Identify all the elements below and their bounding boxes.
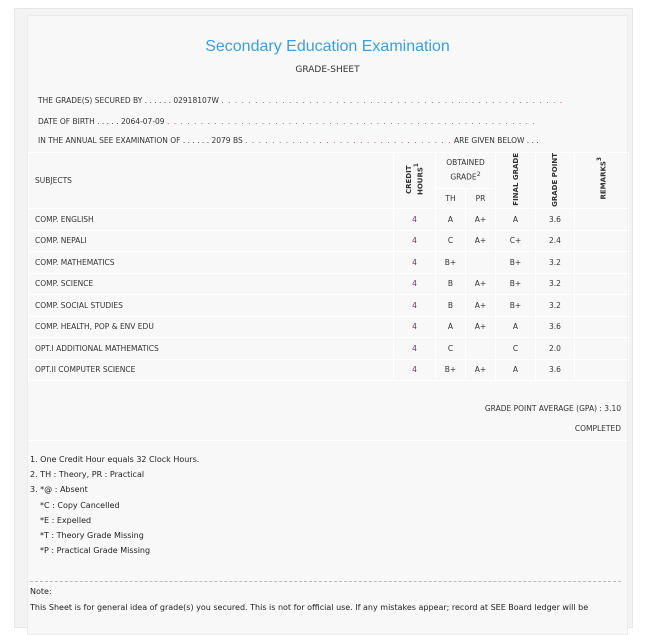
credit-cell: 4 xyxy=(394,230,436,252)
credit-cell: 4 xyxy=(394,273,436,295)
grade-point-cell: 3.6 xyxy=(536,359,575,381)
final-grade-cell: A xyxy=(496,316,536,338)
th-grade-cell: B xyxy=(436,273,466,295)
table-row xyxy=(29,316,629,338)
subject-cell: COMP. SOCIAL STUDIES xyxy=(29,295,394,317)
final-grade-cell: B+ xyxy=(496,295,536,317)
grade-point-cell: 2.0 xyxy=(536,338,575,360)
table-row xyxy=(29,273,629,295)
label: ARE GIVEN BELOW . . . xyxy=(453,136,539,145)
grade-point-cell: 3.2 xyxy=(536,252,575,274)
th-grade-cell: A xyxy=(436,316,466,338)
remarks-header: REMARKS$^3$ xyxy=(575,153,629,209)
final-grade-cell: B+ xyxy=(496,252,536,274)
subject-cell: COMP. SCIENCE xyxy=(29,273,394,295)
grade-sheet-panel xyxy=(14,8,633,628)
subject-cell: COMP. HEALTH, POP & ENV EDU xyxy=(29,316,394,338)
footnote: *C : Copy Cancelled xyxy=(40,500,120,510)
subject-cell: OPT.II COMPUTER SCIENCE xyxy=(29,359,394,381)
grades-table xyxy=(28,152,629,381)
footnote: 1. One Credit Hour equals 32 Clock Hours. xyxy=(30,455,200,464)
pr-grade-cell: A+ xyxy=(466,209,496,231)
grade-point-cell: 3.6 xyxy=(536,316,575,338)
dob-value: 2064-07-09 xyxy=(120,117,165,126)
label: DATE OF BIRTH . . . . . xyxy=(38,117,119,126)
grade-point-header: GRADE POINT xyxy=(536,153,575,209)
footnote: 2. TH : Theory, PR : Practical xyxy=(30,470,145,480)
th-grade-cell: A xyxy=(436,209,466,231)
remarks-cell xyxy=(575,230,629,252)
th-grade-cell: C xyxy=(436,338,466,360)
th-grade-cell: B+ xyxy=(436,252,466,274)
grade-point-cell: 3.6 xyxy=(536,209,575,231)
pr-grade-cell: A+ xyxy=(466,316,496,338)
grade-sheet xyxy=(27,15,628,635)
note-label: Note: xyxy=(30,587,52,596)
subjects-header: SUBJECTS xyxy=(29,153,394,209)
credit-cell: 4 xyxy=(394,252,436,274)
pr-grade-cell xyxy=(466,252,496,274)
grade-point-cell: 3.2 xyxy=(536,273,575,295)
subject-cell: OPT.I ADDITIONAL MATHEMATICS xyxy=(29,338,394,360)
label: THE GRADE(S) SECURED BY . . . . . . xyxy=(38,96,171,105)
subject-cell: COMP. NEPALI xyxy=(29,230,394,252)
pr-grade-cell: A+ xyxy=(466,359,496,381)
credit-hours-header: CREDIT HOURS$^1$ xyxy=(394,153,436,209)
secured-by-line: THE GRADE(S) SECURED BY . . . . . . 02918107W . . . . . . . . . . . . . . . . . . . . . . . . . . . . . . . . . . . . . . . . . . . . . . . . . . . xyxy=(38,96,564,105)
final-grade-cell: C+ xyxy=(496,230,536,252)
table-row xyxy=(29,209,629,231)
result-status: COMPLETED xyxy=(574,424,621,433)
pr-grade-cell: A+ xyxy=(466,273,496,295)
remarks-cell xyxy=(575,316,629,338)
credit-cell: 4 xyxy=(394,359,436,381)
footnote: *T : Theory Grade Missing xyxy=(40,531,144,541)
grade-point-cell: 3.2 xyxy=(536,295,575,317)
symbol-number: 02918107W xyxy=(173,96,219,105)
th-grade-cell: B+ xyxy=(436,359,466,381)
note-text: This Sheet is for general idea of grade(s) you secured. This is not for official use. If any mistakes appear; record at SEE Board ledger will be xyxy=(30,603,589,612)
remarks-cell xyxy=(575,273,629,295)
subject-cell: COMP. ENGLISH xyxy=(29,209,394,231)
table-row xyxy=(29,359,629,381)
table-row xyxy=(29,295,629,317)
final-grade-cell: A xyxy=(496,209,536,231)
subject-cell: COMP. MATHEMATICS xyxy=(29,252,394,274)
note-section xyxy=(30,584,588,616)
remarks-cell xyxy=(575,338,629,360)
pr-header: PR xyxy=(466,189,496,209)
credit-cell: 4 xyxy=(394,316,436,338)
th-grade-cell: B xyxy=(436,295,466,317)
remarks-cell xyxy=(575,252,629,274)
exam-title: Secondary Education Examination xyxy=(205,38,450,55)
footnotes xyxy=(30,452,199,558)
pr-grade-cell: A+ xyxy=(466,230,496,252)
final-grade-cell: B+ xyxy=(496,273,536,295)
credit-cell: 4 xyxy=(394,295,436,317)
credit-cell: 4 xyxy=(394,338,436,360)
gpa: GRADE POINT AVERAGE (GPA) : 3.10 xyxy=(484,404,621,413)
final-grade-cell: C xyxy=(496,338,536,360)
credit-cell: 4 xyxy=(394,209,436,231)
pr-grade-cell xyxy=(466,338,496,360)
table-row xyxy=(29,252,629,274)
obtained-grade-header: OBTAINED GRADE$^2$ xyxy=(436,153,496,189)
divider xyxy=(30,581,621,582)
footnote: *E : Expelled xyxy=(40,515,92,525)
remarks-cell xyxy=(575,295,629,317)
footnote: *P : Practical Grade Missing xyxy=(40,546,151,556)
grade-point-cell: 2.4 xyxy=(536,230,575,252)
remarks-cell xyxy=(575,359,629,381)
dob-line: DATE OF BIRTH . . . . . 2064-07-09 . . . . . . . . . . . . . . . . . . . . . . . . . . . . . . . . . . . . . . . . . . . . . . . . . . . . . . . xyxy=(38,117,536,126)
label: IN THE ANNUAL SEE EXAMINATION OF . . . . . . xyxy=(38,136,210,145)
final-grade-header: FINAL GRADE xyxy=(496,153,536,209)
final-grade-cell: A xyxy=(496,359,536,381)
th-header: TH xyxy=(436,189,466,209)
table-row xyxy=(29,230,629,252)
pr-grade-cell: A+ xyxy=(466,295,496,317)
remarks-cell xyxy=(575,209,629,231)
grade-sheet-heading: GRADE-SHEET xyxy=(295,65,360,75)
footnote: 3. *@ : Absent xyxy=(30,485,88,495)
th-grade-cell: C xyxy=(436,230,466,252)
exam-line: IN THE ANNUAL SEE EXAMINATION OF . . . . . . 2079 BS . . . . . . . . . . . . . . . . . . . . . . . . . . . . . . . ARE GIVEN BELOW . . . xyxy=(38,136,539,145)
table-row xyxy=(29,338,629,360)
exam-year: 2079 BS xyxy=(211,136,243,145)
